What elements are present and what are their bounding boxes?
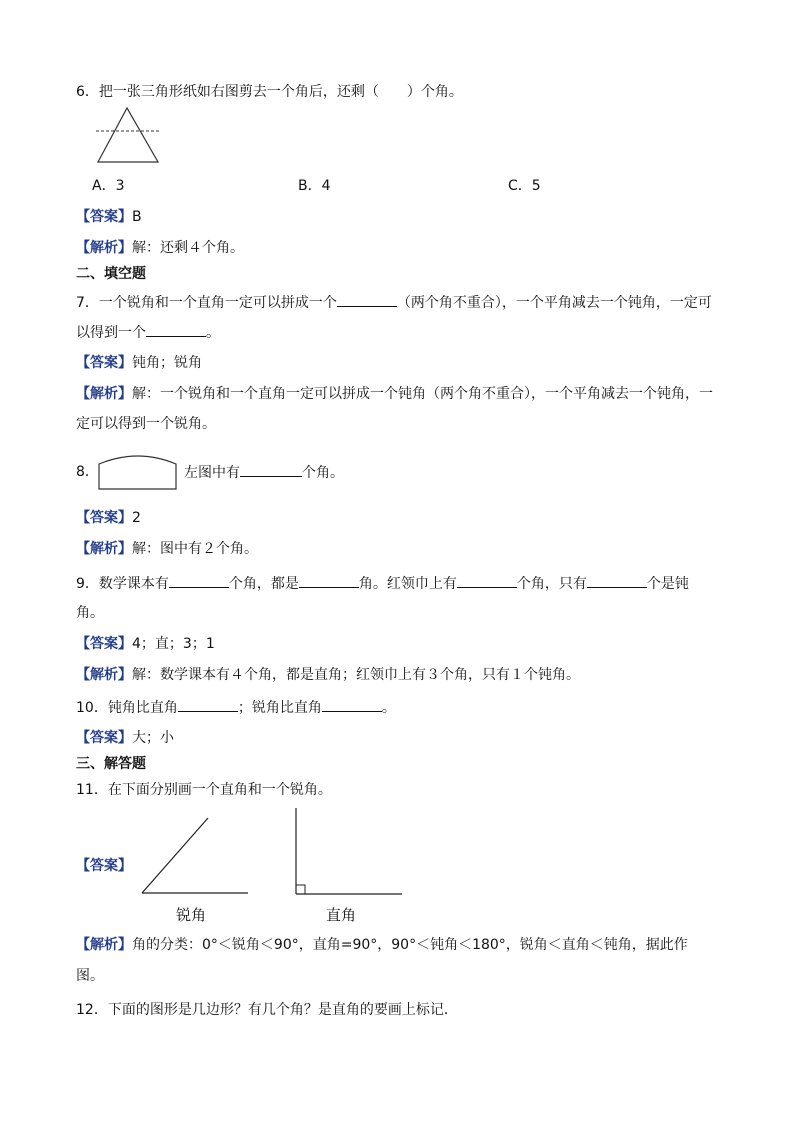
analysis-text: 解：数学课本有４个角，都是直角；红领巾上有３个角，只有１个钝角。 [132, 667, 580, 683]
answer-blank [337, 292, 397, 307]
q6-question: 6．把一张三角形纸如右图剪去一个角后，还剩（ ）个角。 [76, 84, 463, 100]
q7-question-line2: 以得到一个 。 [76, 322, 220, 343]
q10-answer [76, 728, 174, 748]
q8-analysis [76, 539, 258, 559]
analysis-tag: 【解析】 [76, 937, 132, 953]
triangle-cut-figure [96, 106, 160, 164]
answer-tag: 【答案】 [76, 858, 132, 874]
q6-option-a: A．3 [92, 178, 125, 194]
right-angle-label: 直角 [326, 906, 357, 924]
q6-analysis [76, 238, 244, 258]
analysis-tag: 【解析】 [76, 386, 132, 402]
section-fill-blank: 二、填空题 [76, 266, 146, 282]
analysis-tag: 【解析】 [76, 541, 132, 557]
answer-tag: 【答案】 [76, 355, 132, 371]
answer-tag: 【答案】 [76, 510, 132, 526]
q9-answer [76, 634, 215, 654]
q6-answer [76, 207, 142, 227]
q11-analysis-line1 [76, 935, 688, 955]
q6-option-b: B．4 [298, 178, 331, 194]
right-angle-drawing [294, 808, 404, 896]
analysis-tag: 【解析】 [76, 667, 132, 683]
q11-question: 11．在下面分别画一个直角和一个锐角。 [76, 782, 332, 798]
analysis-text: 解：还剩４个角。 [132, 240, 244, 256]
q8-answer [76, 508, 141, 528]
q9-question-line1: 9．数学课本有 个角，都是 角。红领巾上有 个角，只有 个是钝 [76, 573, 689, 594]
answer-blank [322, 697, 382, 712]
q10-question: 10．钝角比直角 ；锐角比直角 。 [76, 697, 396, 718]
q11-analysis-line2: 图。 [76, 968, 104, 984]
analysis-text: 角的分类：0°＜锐角＜90°，直角=90°，90°＜钝角＜180°，锐角＜直角＜钝角，据此作 [132, 937, 688, 953]
q6-option-c: C．5 [508, 178, 541, 194]
answer-tag: 【答案】 [76, 209, 132, 225]
q8-question: 左图中有 个角。 [184, 462, 344, 483]
answer-blank [457, 573, 517, 588]
q8-number: 8． [76, 464, 99, 480]
q9-question-line2: 角。 [76, 605, 104, 621]
section-solve: 三、解答题 [76, 756, 146, 772]
q9-analysis [76, 665, 580, 685]
answer-tag: 【答案】 [76, 636, 132, 652]
answer-tag: 【答案】 [76, 730, 132, 746]
answer-blank [169, 573, 229, 588]
answer-blank [587, 573, 647, 588]
answer-blank [240, 462, 302, 477]
q7-question-line1: 7．一个锐角和一个直角一定可以拼成一个 （两个角不重合），一个平角减去一个钝角，一定可 [76, 292, 712, 313]
analysis-text: 解：一个锐角和一个直角一定可以拼成一个钝角（两个角不重合），一个平角减去一个钝角，一 [132, 386, 713, 402]
q7-answer [76, 353, 202, 373]
answer-text: 4；直；3；1 [132, 636, 215, 652]
acute-angle-drawing [140, 816, 250, 896]
answer-text: 大；小 [132, 730, 174, 746]
answer-blank [178, 697, 238, 712]
q11-answer-tag [76, 856, 132, 876]
analysis-text: 解：图中有２个角。 [132, 541, 258, 557]
q7-analysis-line1 [76, 384, 713, 404]
q7-analysis-line2: 定可以得到一个锐角。 [76, 416, 216, 432]
answer-text: B [132, 209, 142, 225]
q12-question: 12．下面的图形是几边形？有几个角？是直角的要画上标记． [76, 1002, 458, 1018]
answer-text: 钝角；锐角 [132, 355, 202, 371]
answer-blank [299, 573, 359, 588]
answer-blank [146, 322, 206, 337]
analysis-tag: 【解析】 [76, 240, 132, 256]
semicircle-figure [98, 454, 178, 490]
acute-angle-label: 锐角 [176, 906, 207, 924]
answer-text: 2 [132, 510, 141, 526]
